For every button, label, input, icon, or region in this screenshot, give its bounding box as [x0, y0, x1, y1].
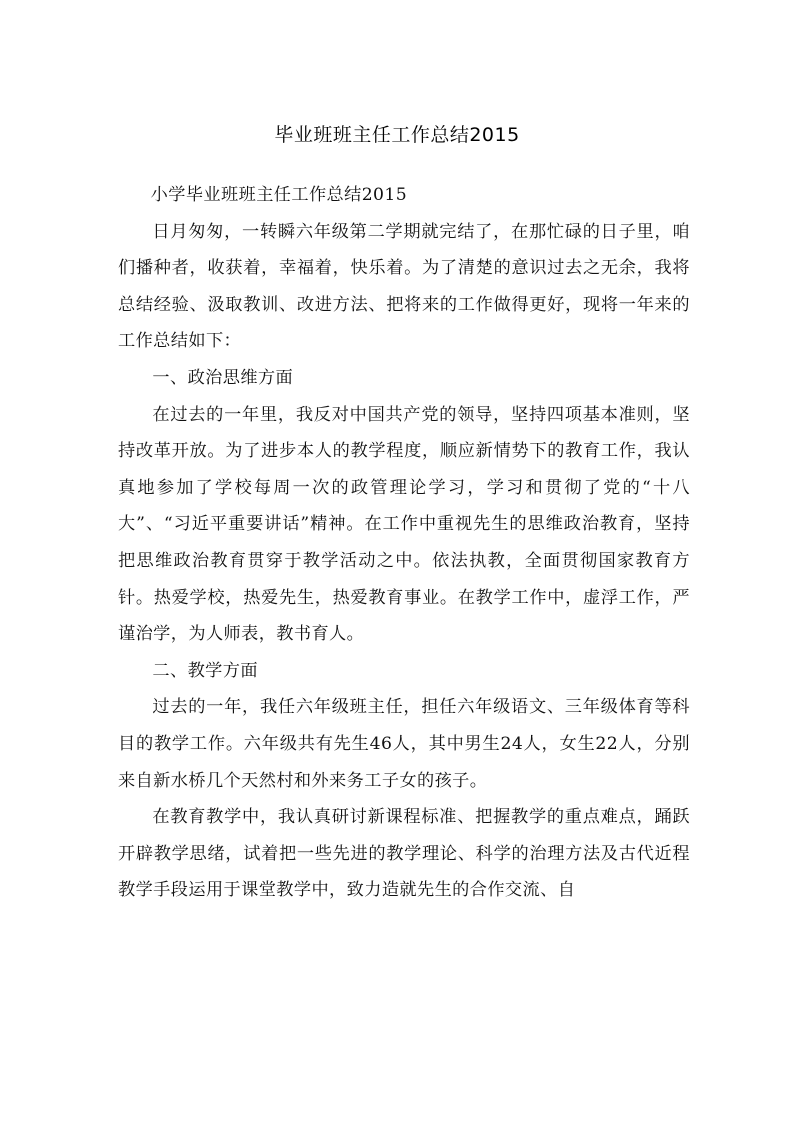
subtitle-paragraph: 小学毕业班班主任工作总结2015	[150, 185, 408, 205]
teaching-paragraph-1: 过去的一年，我任六年级班主任，担任六年级语文、三年级体育等科目的教学工作。六年级共有先生46人，其中男生24人，女生22人，分别来自新水桥几个天然村和外来务工子女的孩子。	[118, 697, 690, 791]
section-heading-teaching: 二、教学方面	[152, 660, 258, 681]
politics-paragraph: 在过去的一年里，我反对中国共产党的领导，坚持四项基本准则，坚持改革开放。为了进步本人的教学程度，顺应新情势下的教育工作，我认真地参加了学校每周一次的政管理论学习，学习和贯彻了党的“十八大”、“习近平重要讲话”精神。在工作中重视先生的思维政治教育，坚持把思维政治教育贯穿于教学活动之中。依法执教，全面贯彻国家教育方针。热爱学校，热爱先生，热爱教育事业。在教学工作中，虚浮工作，严谨治学，为人师表，教书育人。	[118, 404, 690, 645]
teaching-paragraph-2: 在教育教学中，我认真研讨新课程标准、把握教学的重点难点，踊跃开辟教学思绪，试着把一些先进的教学理论、科学的治理方法及古代近程教学手段运用于课堂教学中，致力造就先生的合作交流、自	[118, 807, 690, 901]
document-title: 毕业班班主任工作总结2015	[274, 124, 520, 146]
document-body	[118, 177, 690, 909]
section-heading-politics: 一、政治思维方面	[152, 367, 294, 388]
intro-paragraph: 日月匆匆，一转瞬六年级第二学期就完结了，在那忙碌的日子里，咱们播种者，收获着，幸福着，快乐着。为了清楚的意识过去之无余，我将总结经验、汲取教训、改进方法、把将来的工作做得更好，现将一年来的工作总结如下：	[118, 221, 690, 352]
